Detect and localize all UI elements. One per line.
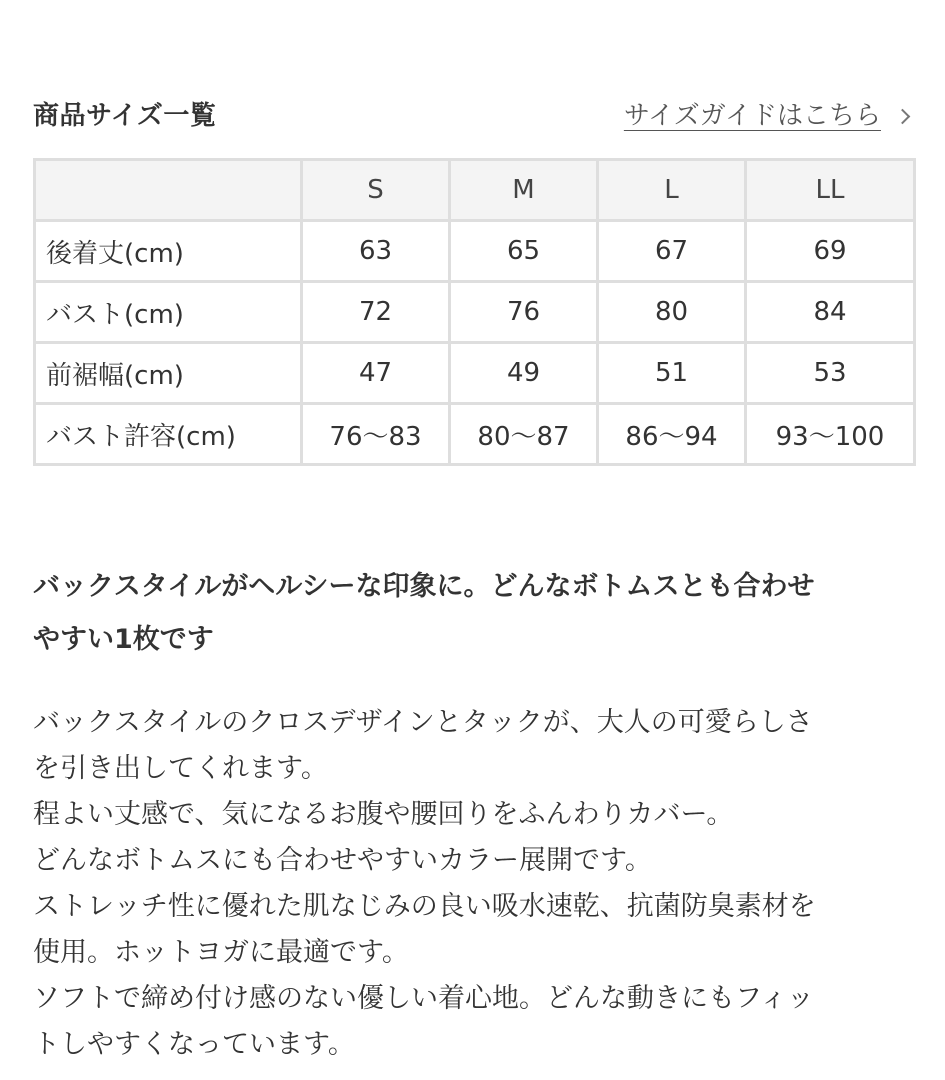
headline-line: バックスタイルがヘルシーな印象に。どんなボトムスとも合わせ bbox=[33, 571, 815, 602]
table-cell: 63 bbox=[302, 221, 450, 282]
column-header-s: S bbox=[302, 160, 450, 221]
body-line: 使用。ホットヨガに最適です。 bbox=[33, 937, 409, 968]
table-cell: 86〜94 bbox=[598, 404, 746, 465]
body-line: を引き出してくれます。 bbox=[33, 753, 328, 784]
table-cell: 49 bbox=[450, 343, 598, 404]
row-label: 前裾幅(cm) bbox=[35, 343, 302, 404]
table-cell: 72 bbox=[302, 282, 450, 343]
table-row bbox=[35, 404, 915, 465]
description-headline bbox=[33, 560, 912, 666]
table-cell: 76 bbox=[450, 282, 598, 343]
headline-line: やすい1枚です bbox=[33, 624, 214, 655]
row-label: 後着丈(cm) bbox=[35, 221, 302, 282]
description-body bbox=[33, 700, 912, 1068]
table-cell: 51 bbox=[598, 343, 746, 404]
body-line: どんなボトムスにも合わせやすいカラー展開です。 bbox=[33, 845, 652, 876]
row-label: バスト許容(cm) bbox=[35, 404, 302, 465]
row-label: バスト(cm) bbox=[35, 282, 302, 343]
section-title: 商品サイズ一覧 bbox=[33, 101, 217, 131]
table-cell: 93〜100 bbox=[746, 404, 915, 465]
table-header-row bbox=[35, 160, 915, 221]
size-guide-link[interactable] bbox=[624, 96, 912, 136]
body-line: ストレッチ性に優れた肌なじみの良い吸水速乾、抗菌防臭素材を bbox=[33, 891, 816, 922]
table-cell: 69 bbox=[746, 221, 915, 282]
table-cell: 76〜83 bbox=[302, 404, 450, 465]
column-header-m: M bbox=[450, 160, 598, 221]
table-row bbox=[35, 343, 915, 404]
table-cell: 67 bbox=[598, 221, 746, 282]
body-line: トしやすくなっています。 bbox=[33, 1029, 355, 1060]
size-list-header bbox=[33, 96, 912, 138]
body-line: 程よい丈感で、気になるお腹や腰回りをふんわりカバー。 bbox=[33, 799, 734, 830]
table-row bbox=[35, 282, 915, 343]
body-line: ソフトで締め付け感のない優しい着心地。どんな動きにもフィッ bbox=[33, 983, 814, 1014]
size-guide-link-text[interactable]: サイズガイドはこちら bbox=[623, 101, 881, 131]
column-header-ll: LL bbox=[746, 160, 915, 221]
table-cell: 65 bbox=[450, 221, 598, 282]
table-row bbox=[35, 221, 915, 282]
table-cell: 80 bbox=[598, 282, 746, 343]
column-header-l: L bbox=[598, 160, 746, 221]
table-corner-cell bbox=[35, 160, 302, 221]
table-cell: 47 bbox=[302, 343, 450, 404]
size-table bbox=[33, 158, 916, 466]
chevron-right-icon[interactable] bbox=[895, 108, 911, 124]
table-cell: 53 bbox=[746, 343, 915, 404]
table-cell: 84 bbox=[746, 282, 915, 343]
body-line: バックスタイルのクロスデザインとタックが、大人の可愛らしさ bbox=[33, 707, 813, 738]
table-cell: 80〜87 bbox=[450, 404, 598, 465]
